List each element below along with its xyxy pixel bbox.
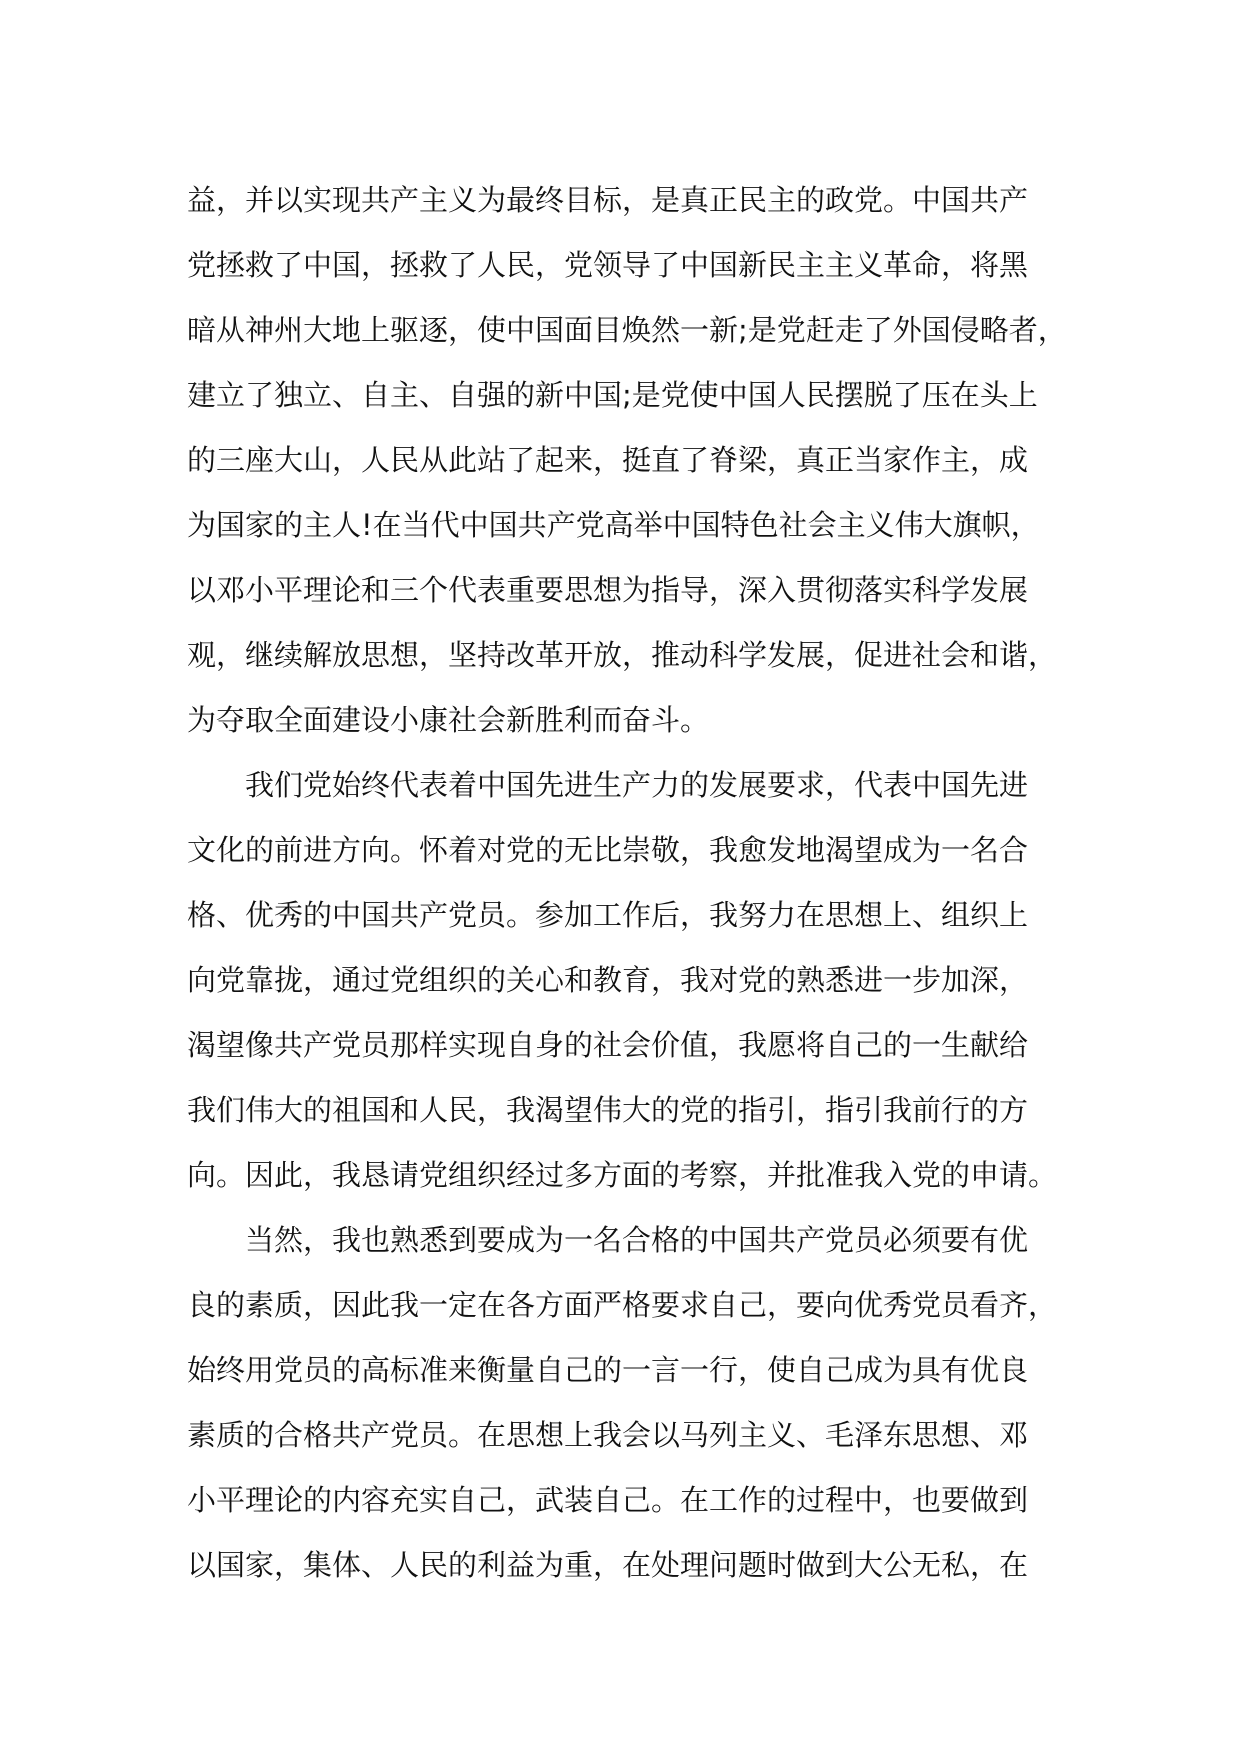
text-line: 我们伟大的祖国和人民，我渴望伟大的党的指引，指引我前行的方 <box>187 1093 1029 1127</box>
text-line: 向党靠拢，通过党组织的关心和教育，我对党的熟悉进一步加深， <box>187 963 1029 997</box>
text-line: 以邓小平理论和三个代表重要思想为指导，深入贯彻落实科学发展 <box>187 573 1029 607</box>
text-line: 以国家，集体、人民的利益为重，在处理问题时做到大公无私，在 <box>187 1548 1029 1582</box>
text-line: 小平理论的内容充实自己，武装自己。在工作的过程中，也要做到 <box>187 1483 1029 1517</box>
text-line: 素质的合格共产党员。在思想上我会以马列主义、毛泽东思想、邓 <box>187 1418 1029 1452</box>
text-line: 暗从神州大地上驱逐，使中国面目焕然一新;是党赶走了外国侵略者， <box>187 313 1067 347</box>
text-line: 文化的前进方向。怀着对党的无比崇敬，我愈发地渴望成为一名合 <box>187 833 1029 867</box>
text-line: 格、优秀的中国共产党员。参加工作后，我努力在思想上、组织上 <box>187 898 1029 932</box>
text-line: 为夺取全面建设小康社会新胜利而奋斗。 <box>187 703 710 737</box>
text-line: 观，继续解放思想，坚持改革开放，推动科学发展，促进社会和谐， <box>187 638 1058 672</box>
text-line: 为国家的主人!在当代中国共产党高举中国特色社会主义伟大旗帜， <box>187 508 1040 542</box>
paragraph-first-line: 当然，我也熟悉到要成为一名合格的中国共产党员必须要有优 <box>245 1223 1029 1257</box>
text-line: 益，并以实现共产主义为最终目标，是真正民主的政党。中国共产 <box>187 183 1029 217</box>
text-line: 向。因此，我恳请党组织经过多方面的考察，并批准我入党的申请。 <box>187 1158 1058 1192</box>
text-line: 党拯救了中国，拯救了人民，党领导了中国新民主主义革命，将黑 <box>187 248 1029 282</box>
text-line: 渴望像共产党员那样实现自身的社会价值，我愿将自己的一生献给 <box>187 1028 1029 1062</box>
text-line: 的三座大山，人民从此站了起来，挺直了脊梁，真正当家作主，成 <box>187 443 1029 477</box>
text-line: 建立了独立、自主、自强的新中国;是党使中国人民摆脱了压在头上 <box>187 378 1038 412</box>
body-text <box>187 168 1087 1598</box>
text-line: 始终用党员的高标准来衡量自己的一言一行，使自己成为具有优良 <box>187 1353 1029 1387</box>
paragraph-first-line: 我们党始终代表着中国先进生产力的发展要求，代表中国先进 <box>245 768 1029 802</box>
text-line: 良的素质，因此我一定在各方面严格要求自己，要向优秀党员看齐， <box>187 1288 1058 1322</box>
